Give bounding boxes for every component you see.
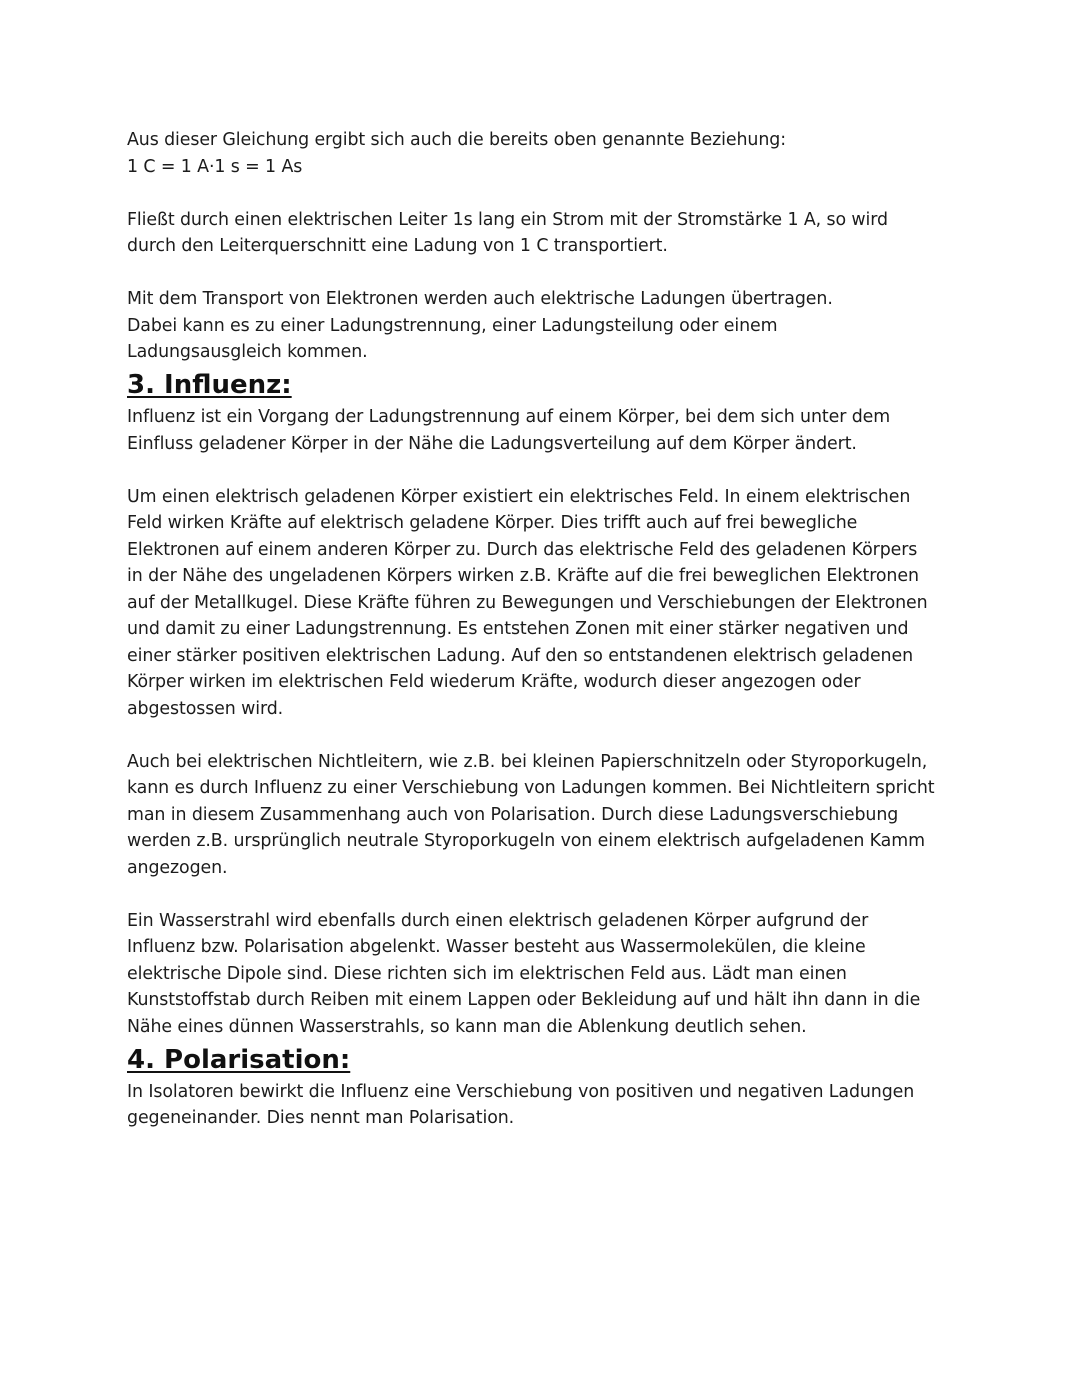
- paragraph: [127, 908, 987, 1041]
- text-line: Aus dieser Gleichung ergibt sich auch die bereits oben genannte Beziehung:: [127, 130, 786, 150]
- text-line: Influenz bzw. Polarisation abgelenkt. Wasser besteht aus Wassermolekülen, die kleine: [127, 937, 866, 957]
- text-line: angezogen.: [127, 857, 228, 878]
- text-line: einer stärker positiven elektrischen Ladung. Auf den so entstandenen elektrisch geladenen: [127, 645, 914, 666]
- text-line: Elektronen auf einem anderen Körper zu. Durch das elektrische Feld des geladenen Körpers: [127, 539, 918, 560]
- text-line: Dabei kann es zu einer Ladungstrennung, einer Ladungsteilung oder einem: [127, 315, 778, 336]
- text-line: elektrische Dipole sind. Diese richten sich im elektrischen Feld aus. Lädt man einen: [127, 963, 847, 984]
- paragraph: [127, 207, 987, 260]
- text-line: Ein Wasserstrahl wird ebenfalls durch einen elektrisch geladenen Körper aufgrund der: [127, 910, 869, 931]
- text-line: Kunststoffstab durch Reiben mit einem Lappen oder Bekleidung auf und hält ihn dann in die: [127, 990, 921, 1010]
- text-line: abgestossen wird.: [127, 698, 284, 719]
- text-line: durch den Leiterquerschnitt eine Ladung von 1 C transportiert.: [127, 236, 668, 256]
- text-line: Fließt durch einen elektrischen Leiter 1s lang ein Strom mit der Stromstärke 1 A, so wird: [127, 209, 888, 230]
- text-line: Nähe eines dünnen Wasserstrahls, so kann man die Ablenkung deutlich sehen.: [127, 1016, 807, 1037]
- text-line: In Isolatoren bewirkt die Influenz eine Verschiebung von positiven und negativen Ladungen: [127, 1081, 915, 1102]
- paragraph: [127, 749, 987, 882]
- text-line: werden z.B. ursprünglich neutrale Styroporkugeln von einem elektrisch aufgeladenen Kamm: [127, 831, 925, 851]
- text-line: Ladungsausgleich kommen.: [127, 342, 368, 362]
- text-line: Körper wirken im elektrischen Feld wiederum Kräfte, wodurch dieser angezogen oder: [127, 672, 861, 692]
- paragraph: [127, 127, 987, 180]
- text-line: Auch bei elektrischen Nichtleitern, wie z.B. bei kleinen Papierschnitzeln oder Styroporkugeln,: [127, 751, 928, 772]
- text-line: kann es durch Influenz zu einer Verschiebung von Ladungen kommen. Bei Nichtleitern spricht: [127, 778, 935, 798]
- text-line: auf der Metallkugel. Diese Kräfte führen zu Bewegungen und Verschiebungen der Elektronen: [127, 592, 928, 613]
- paragraph: [127, 484, 987, 723]
- text-line: Feld wirken Kräfte auf elektrisch geladene Körper. Dies trifft auch auf frei bewegliche: [127, 513, 858, 533]
- text-line: gegeneinander. Dies nennt man Polarisation.: [127, 1108, 515, 1128]
- text-line: man in diesem Zusammenhang auch von Polarisation. Durch diese Ladungsverschiebung: [127, 804, 899, 825]
- text-line: Um einen elektrisch geladenen Körper existiert ein elektrisches Feld. In einem elektrischen: [127, 486, 911, 507]
- document-page: [127, 127, 987, 1158]
- section-heading: 4. Polarisation:: [127, 1044, 351, 1075]
- text-line: 1 C = 1 A·1 s = 1 As: [127, 156, 303, 177]
- text-line: Influenz ist ein Vorgang der Ladungstrennung auf einem Körper, bei dem sich unter dem: [127, 407, 891, 427]
- section-heading: 3. Influenz:: [127, 370, 292, 400]
- text-line: Mit dem Transport von Elektronen werden auch elektrische Ladungen übertragen.: [127, 289, 833, 309]
- paragraph: [127, 1079, 987, 1132]
- paragraph: [127, 404, 987, 457]
- paragraph: [127, 286, 987, 366]
- text-line: in der Nähe des ungeladenen Körpers wirken z.B. Kräfte auf die frei beweglichen Elektronen: [127, 566, 919, 586]
- text-line: Einfluss geladener Körper in der Nähe die Ladungsverteilung auf dem Körper ändert.: [127, 433, 857, 454]
- text-line: und damit zu einer Ladungstrennung. Es entstehen Zonen mit einer stärker negativen und: [127, 619, 909, 639]
